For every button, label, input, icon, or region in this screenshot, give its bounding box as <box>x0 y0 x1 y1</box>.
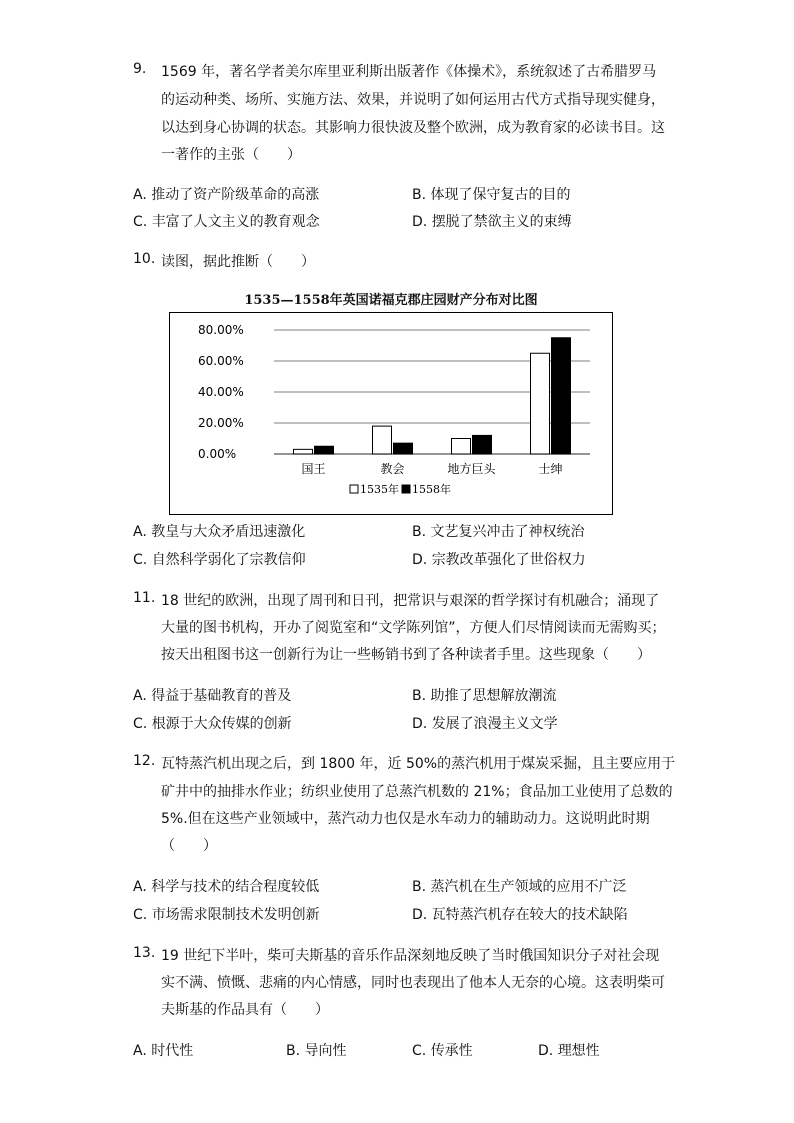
option-label: B. <box>286 1043 301 1059</box>
question-9-option-a[interactable] <box>133 184 319 204</box>
option-label: C. <box>412 1043 427 1059</box>
question-13-number: 13. <box>133 945 156 961</box>
y-tick-label: 40.00% <box>198 385 244 399</box>
chart-title: 1535—1558年英国诺福克郡庄园财产分布对比图 <box>244 293 538 308</box>
bar-1558-3 <box>552 338 571 454</box>
question-10-option-c[interactable] <box>133 549 306 569</box>
question-11-line-2: 大量的图书机构，开办了阅览室和“文学陈列馆”，方便人们尽情阅读而无需购买； <box>161 620 666 636</box>
question-10-option-b[interactable] <box>412 521 585 541</box>
option-label: C. <box>133 214 148 230</box>
y-tick-label: 0.00% <box>198 447 237 461</box>
option-text: 瓦特蒸汽机存在较大的技术缺陷 <box>431 907 628 923</box>
option-text: 发展了浪漫主义文学 <box>431 716 558 732</box>
option-label: C. <box>133 716 148 732</box>
option-label: A. <box>133 688 147 704</box>
y-tick-label: 60.00% <box>198 354 244 368</box>
y-tick-label: 20.00% <box>198 416 244 430</box>
option-text: 科学与技术的结合程度较低 <box>151 879 320 895</box>
legend-label-1: 1558年 <box>412 483 451 496</box>
x-tick-label: 地方巨头 <box>447 462 496 476</box>
question-10-option-a[interactable] <box>133 521 305 541</box>
option-text: 体现了保守复古的目的 <box>430 187 571 203</box>
option-label: D. <box>412 552 428 568</box>
bar-1535-3 <box>531 353 550 454</box>
question-13-option-b[interactable] <box>286 1040 347 1060</box>
bar-chart <box>170 313 611 513</box>
option-text: 传承性 <box>430 1043 473 1059</box>
question-12-number: 12. <box>133 753 156 769</box>
option-text: 蒸汽机在生产领域的应用不广泛 <box>430 879 627 895</box>
question-10-number: 10. <box>133 251 156 267</box>
question-9-option-d[interactable] <box>412 211 572 231</box>
option-text: 理想性 <box>557 1043 600 1059</box>
option-label: B. <box>412 524 427 540</box>
option-label: A. <box>133 187 147 203</box>
option-text: 摆脱了禁欲主义的束缚 <box>431 214 572 230</box>
option-text: 市场需求限制技术发明创新 <box>151 907 320 923</box>
question-10-line-1: 读图，据此推断（ ） <box>161 254 315 270</box>
option-text: 根源于大众传媒的创新 <box>151 716 292 732</box>
bar-1558-1 <box>394 443 413 454</box>
question-12-option-b[interactable] <box>412 876 627 896</box>
bar-1558-2 <box>473 435 492 454</box>
question-11-option-a[interactable] <box>133 685 291 705</box>
option-text: 时代性 <box>151 1043 194 1059</box>
question-13-option-a[interactable] <box>133 1040 193 1060</box>
chart-frame <box>169 312 613 515</box>
option-label: D. <box>412 907 428 923</box>
question-9-line-2: 的运动种类、场所、实施方法、效果，并说明了如何运用古代方式指导现实健身， <box>161 92 665 108</box>
option-text: 得益于基础教育的普及 <box>151 688 292 704</box>
question-12-option-c[interactable] <box>133 904 320 924</box>
option-text: 宗教改革强化了世俗权力 <box>431 552 586 568</box>
option-label: B. <box>412 688 427 704</box>
option-label: A. <box>133 879 147 895</box>
question-13-line-1: 19 世纪下半叶，柴可夫斯基的音乐作品深刻地反映了当时俄国知识分子对社会现 <box>161 948 660 964</box>
legend-label-0: 1535年 <box>360 483 399 496</box>
question-9-option-c[interactable] <box>133 211 320 231</box>
option-label: D. <box>538 1043 554 1059</box>
question-12-option-a[interactable] <box>133 876 319 896</box>
y-tick-label: 80.00% <box>198 323 244 337</box>
question-9-number: 9. <box>133 61 147 77</box>
bar-1535-1 <box>373 426 392 454</box>
question-12-line-4: （ ） <box>161 838 217 854</box>
question-13-line-2: 实不满、愤慨、悲痛的内心情感，同时也表现出了他本人无奈的心境。这表明柴可 <box>161 975 665 991</box>
option-text: 教皇与大众矛盾迅速激化 <box>151 524 306 540</box>
question-13-line-3: 夫斯基的作品具有（ ） <box>161 1002 329 1018</box>
bar-1535-2 <box>452 439 471 455</box>
question-13-option-c[interactable] <box>412 1040 473 1060</box>
question-12-line-2: 矿井中的抽排水作业；纺织业使用了总蒸汽机数的 21%；食品加工业使用了总数的 <box>161 784 673 800</box>
question-11-number: 11. <box>133 590 156 606</box>
option-text: 导向性 <box>304 1043 347 1059</box>
question-11-line-1: 18 世纪的欧洲，出现了周刊和日刊，把常识与艰深的哲学探讨有机融合；涌现了 <box>161 593 660 609</box>
question-9-line-3: 以达到身心协调的状态。其影响力很快波及整个欧洲，成为教育家的必读书目。这 <box>161 120 665 136</box>
question-13-option-d[interactable] <box>538 1040 600 1060</box>
question-12-line-1: 瓦特蒸汽机出现之后，到 1800 年，近 50%的蒸汽机用于煤炭采掘，且主要应用于 <box>161 756 676 772</box>
option-text: 文艺复兴冲击了神权统治 <box>430 524 585 540</box>
option-text: 自然科学弱化了宗教信仰 <box>151 552 306 568</box>
x-tick-label: 士绅 <box>538 462 563 476</box>
option-label: A. <box>133 1043 147 1059</box>
x-tick-label: 国王 <box>301 462 326 476</box>
option-text: 推动了资产阶级革命的高涨 <box>151 187 320 203</box>
question-11-option-b[interactable] <box>412 685 557 705</box>
option-text: 丰富了人文主义的教育观念 <box>151 214 320 230</box>
option-label: D. <box>412 214 428 230</box>
bar-1558-0 <box>315 446 334 454</box>
option-label: B. <box>412 879 427 895</box>
option-label: B. <box>412 187 427 203</box>
x-tick-label: 教会 <box>380 462 405 476</box>
question-9-line-1: 1569 年，著名学者美尔库里亚利斯出版著作《体操术》，系统叙述了古希腊罗马 <box>161 64 657 80</box>
question-12-line-3: 5%.但在这些产业领域中，蒸汽动力也仅是水车动力的辅助动力。这说明此时期 <box>161 811 650 827</box>
option-label: C. <box>133 907 148 923</box>
question-9-line-4: 一著作的主张（ ） <box>161 147 301 163</box>
question-11-option-d[interactable] <box>412 713 558 733</box>
option-text: 助推了思想解放潮流 <box>430 688 557 704</box>
question-12-option-d[interactable] <box>412 904 628 924</box>
legend-swatch-0 <box>350 485 358 493</box>
option-label: A. <box>133 524 147 540</box>
bar-1535-0 <box>294 449 313 454</box>
option-label: D. <box>412 716 428 732</box>
option-label: C. <box>133 552 148 568</box>
question-11-option-c[interactable] <box>133 713 292 733</box>
question-9-option-b[interactable] <box>412 184 571 204</box>
question-11-line-3: 按天出租图书这一创新行为让一些畅销书到了各种读者手里。这些现象（ ） <box>161 647 651 663</box>
question-10-option-d[interactable] <box>412 549 586 569</box>
legend-swatch-1 <box>402 485 410 493</box>
